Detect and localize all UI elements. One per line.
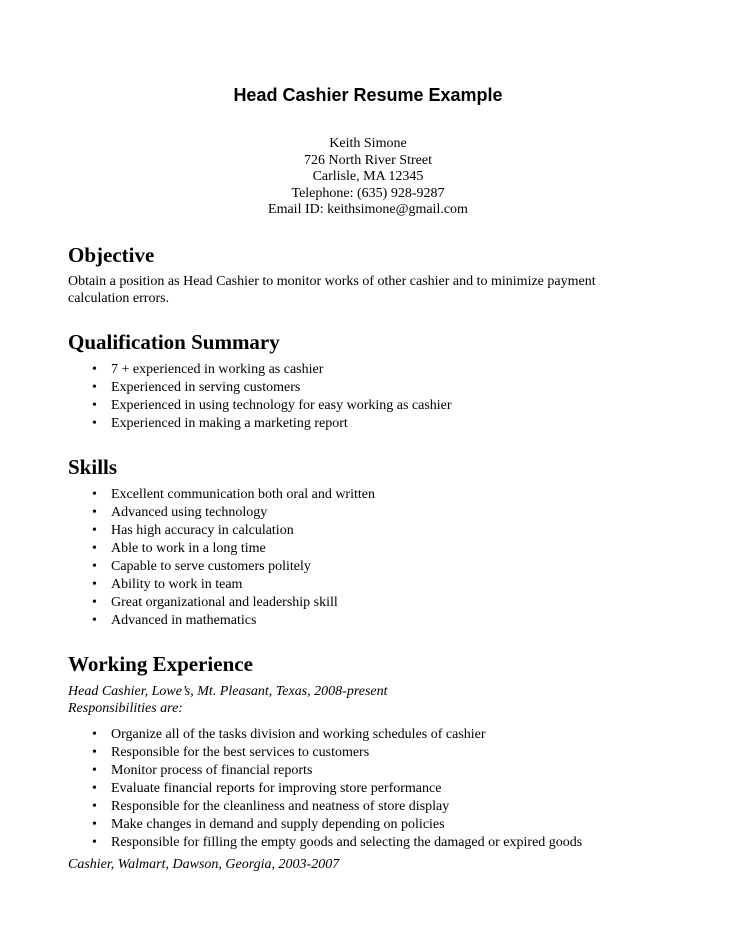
skills-section (68, 454, 688, 630)
qualification-section (68, 329, 688, 433)
list-item-text: Responsible for the best services to customers (111, 745, 370, 760)
responsibilities-label: Responsibilities are: (68, 700, 183, 716)
list-item (68, 612, 688, 630)
contact-city: Carlisle, MA 12345 (312, 169, 424, 185)
job-header (68, 684, 688, 717)
bullet-icon: • (92, 577, 97, 592)
list-item (68, 576, 688, 594)
job-title: Head Cashier, Lowe’s, Mt. Pleasant, Texas, 2008-present (68, 684, 388, 699)
list-item-text: Excellent communication both oral and written (111, 487, 375, 502)
list-item-text: Ability to work in team (111, 577, 243, 592)
contact-name: Keith Simone (329, 136, 407, 151)
list-item (68, 594, 688, 612)
qualification-heading: Qualification Summary (68, 330, 280, 354)
qualification-list (68, 361, 688, 433)
bullet-icon: • (92, 613, 97, 628)
objective-text (68, 274, 688, 307)
bullet-icon: • (92, 380, 97, 395)
bullet-icon: • (92, 727, 97, 742)
list-item (68, 834, 688, 852)
bullet-icon: • (92, 559, 97, 574)
list-item-text: Experienced in using technology for easy working as cashier (111, 398, 452, 413)
skills-list (68, 486, 688, 630)
list-item-text: Capable to serve customers politely (111, 559, 311, 574)
bullet-icon: • (92, 745, 97, 760)
list-item-text: Responsible for filling the empty goods and selecting the damaged or expired goods (111, 835, 583, 850)
objective-heading: Objective (68, 243, 155, 267)
list-item (68, 762, 688, 780)
experience-section (68, 651, 688, 874)
list-item-text: Experienced in serving customers (111, 380, 301, 395)
list-item-text: Has high accuracy in calculation (111, 523, 294, 538)
list-item-text: Organize all of the tasks division and working schedules of cashier (111, 727, 486, 742)
list-item (68, 504, 688, 522)
list-item (68, 558, 688, 576)
list-item-text: Great organizational and leadership skill (111, 595, 338, 610)
list-item (68, 744, 688, 762)
contact-street: 726 North River Street (304, 152, 432, 168)
list-item (68, 397, 688, 415)
contact-block (0, 136, 736, 219)
contact-telephone: Telephone: (635) 928-9287 (291, 185, 445, 201)
contact-email: Email ID: keithsimone@gmail.com (268, 202, 468, 218)
list-item-text: Experienced in making a marketing report (111, 416, 348, 431)
bullet-icon: • (92, 487, 97, 502)
bullet-icon: • (92, 416, 97, 431)
objective-line: calculation errors. (68, 290, 170, 306)
list-item (68, 522, 688, 540)
bullet-icon: • (92, 781, 97, 796)
experience-heading: Working Experience (68, 652, 253, 676)
bullet-icon: • (92, 817, 97, 832)
skills-heading: Skills (68, 455, 118, 479)
list-item-text: Advanced using technology (111, 505, 268, 520)
bullet-icon: • (92, 523, 97, 538)
list-item (68, 540, 688, 558)
list-item (68, 726, 688, 744)
bullet-icon: • (92, 505, 97, 520)
list-item (68, 361, 688, 379)
bullet-icon: • (92, 835, 97, 850)
list-item (68, 798, 688, 816)
bullet-icon: • (92, 362, 97, 377)
bullet-icon: • (92, 763, 97, 778)
list-item (68, 379, 688, 397)
bullet-icon: • (92, 398, 97, 413)
list-item-text: Able to work in a long time (111, 541, 266, 556)
bullet-icon: • (92, 595, 97, 610)
list-item (68, 415, 688, 433)
objective-line: Obtain a position as Head Cashier to monitor works of other cashier and to minimize payment (68, 274, 596, 289)
responsibilities-list (68, 726, 688, 852)
bullet-icon: • (92, 799, 97, 814)
list-item-text: Advanced in mathematics (111, 613, 257, 628)
list-item (68, 486, 688, 504)
list-item-text: Monitor process of financial reports (111, 763, 313, 778)
list-item-text: 7 + experienced in working as cashier (111, 362, 324, 377)
objective-section (68, 242, 688, 307)
list-item-text: Responsible for the cleanliness and neatness of store display (111, 799, 450, 814)
list-item (68, 816, 688, 834)
list-item-text: Make changes in demand and supply depending on policies (111, 817, 445, 832)
list-item (68, 780, 688, 798)
job-title: Cashier, Walmart, Dawson, Georgia, 2003-2007 (68, 857, 340, 872)
page-title: Head Cashier Resume Example (233, 85, 503, 105)
list-item-text: Evaluate financial reports for improving store performance (111, 781, 442, 796)
bullet-icon: • (92, 541, 97, 556)
